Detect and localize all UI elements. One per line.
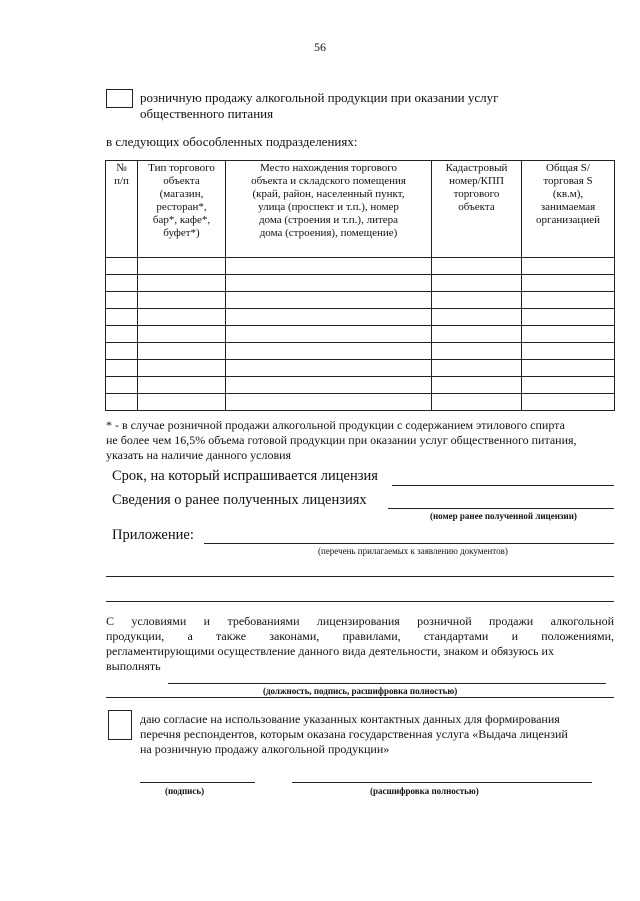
attachment-field[interactable] — [204, 543, 614, 544]
conditions-line-2: продукции, а также законами, правилами, стандартами и положениями, — [106, 629, 614, 643]
subdivisions-heading: в следующих обособленных подразделениях: — [106, 134, 358, 149]
subdivisions-table — [105, 160, 615, 411]
table-row[interactable] — [106, 394, 615, 411]
header-line: улица (проспект и т.п.), номер — [258, 201, 399, 213]
position-signature-hint: (должность, подпись, расшифровка полностью) — [263, 686, 458, 696]
position-signature-field[interactable] — [168, 683, 606, 684]
header-line: Кадастровый — [445, 162, 508, 174]
license-term-label: Срок, на который испрашивается лицензия — [112, 468, 378, 484]
table-row[interactable] — [106, 377, 615, 394]
signature-field[interactable] — [140, 782, 255, 783]
header-line: торговая S — [543, 175, 593, 187]
attachment-field-line-2[interactable] — [106, 576, 614, 577]
table-header-row — [106, 161, 615, 258]
header-line: номер/КПП — [449, 175, 504, 187]
header-line: дома (строения и т.п.), литера — [258, 214, 399, 226]
consent-checkbox[interactable] — [108, 710, 132, 740]
header-number — [106, 161, 138, 258]
consent-line-2: перечня респондентов, которым оказана государственная услуга «Выдача лицензий — [140, 727, 568, 741]
page-number: 56 — [314, 40, 326, 54]
header-line: занимаемая — [540, 201, 596, 213]
header-line: Место нахождения торгового — [259, 162, 398, 174]
table-row[interactable] — [106, 326, 615, 343]
prior-licenses-hint: (номер ранее полученной лицензии) — [430, 511, 577, 521]
header-line: п/п — [114, 175, 129, 187]
prior-licenses-field[interactable] — [388, 508, 614, 509]
footnote-line-2: не более чем 16,5% объема готовой продукции при оказании услуг общественного питания, — [106, 433, 577, 447]
license-term-field[interactable] — [392, 485, 614, 486]
header-line: (край, район, населенный пункт, — [252, 188, 405, 200]
header-line: Общая S/ — [546, 162, 590, 174]
signature-hint: (подпись) — [165, 786, 205, 796]
attachment-hint: (перечень прилагаемых к заявлению документов) — [318, 546, 508, 556]
table-row[interactable] — [106, 275, 615, 292]
table-row[interactable] — [106, 343, 615, 360]
decoding-hint: (расшифровка полностью) — [370, 786, 479, 796]
position-signature-field-long[interactable] — [106, 697, 614, 698]
footnote-line-1: * - в случае розничной продажи алкогольной продукции с содержанием этилового спирта — [106, 418, 565, 432]
header-line: (кв.м), — [552, 188, 584, 200]
consent-line-3: на розничную продажу алкогольной продукции» — [140, 742, 390, 756]
table-row[interactable] — [106, 309, 615, 326]
decoding-field[interactable] — [292, 782, 592, 783]
retail-option-line-1: розничную продажу алкогольной продукции при оказании услуг — [140, 90, 499, 105]
header-object-type — [138, 161, 226, 258]
header-cadastral — [432, 161, 522, 258]
header-line: объекта — [163, 175, 200, 187]
header-area — [522, 161, 615, 258]
prior-licenses-label: Сведения о ранее полученных лицензиях — [112, 492, 367, 508]
table-row[interactable] — [106, 292, 615, 309]
header-line: бар*, кафе*, — [152, 214, 211, 226]
header-line: буфет*) — [163, 227, 200, 239]
conditions-line-4: выполнять — [106, 659, 161, 673]
header-line: объекта — [458, 201, 495, 213]
attachment-label: Приложение: — [112, 527, 194, 543]
header-line: объекта и складского помещения — [251, 175, 406, 187]
header-line: № — [116, 162, 127, 174]
header-line: торгового — [453, 188, 500, 200]
header-line: организацией — [536, 214, 600, 226]
header-line: Тип торгового — [148, 162, 215, 174]
header-line: (магазин, — [159, 188, 204, 200]
header-location — [226, 161, 432, 258]
consent-line-1: даю согласие на использование указанных контактных данных для формирования — [140, 712, 560, 726]
header-line: дома (строения), помещение) — [259, 227, 398, 239]
table-row[interactable] — [106, 258, 615, 275]
table-row[interactable] — [106, 360, 615, 377]
header-line: ресторан*, — [156, 201, 207, 213]
attachment-field-line-3[interactable] — [106, 601, 614, 602]
footnote-line-3: указать на наличие данного условия — [106, 448, 292, 462]
conditions-line-1: С условиями и требованиями лицензирования розничной продажи алкогольной — [106, 614, 614, 628]
conditions-line-3: регламентирующими осуществление данного вида деятельности, знаком и обязуюсь их — [106, 644, 554, 658]
retail-checkbox[interactable] — [106, 89, 133, 108]
retail-option-line-2: общественного питания — [140, 106, 274, 121]
